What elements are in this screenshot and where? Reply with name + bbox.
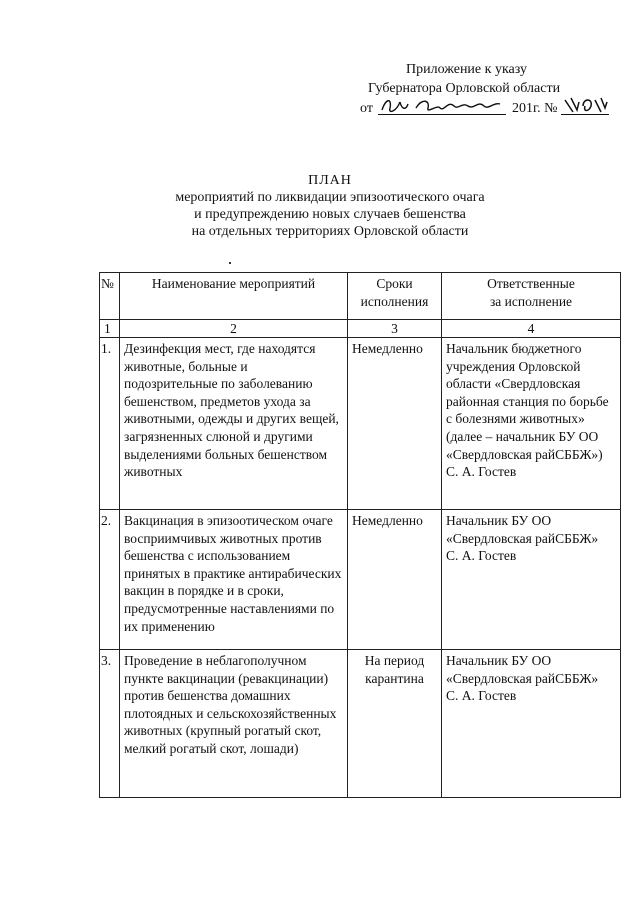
row-num: 1. [100, 338, 120, 510]
number-prefix: г. № [532, 101, 558, 116]
responsible-person: С. А. Гостев [446, 548, 517, 564]
table-row [100, 650, 621, 798]
row-term: Немедленно [348, 338, 442, 510]
header-num: № [100, 273, 120, 320]
row-responsible [442, 338, 621, 510]
table-row [100, 510, 621, 650]
title-heading: ПЛАН [308, 173, 352, 188]
row-term: На период карантина [348, 650, 442, 798]
header-responsible [442, 273, 621, 320]
title-line-3: на отдельных территориях Орловской области [191, 224, 469, 239]
row-responsible [442, 650, 621, 798]
handwritten-date-signature [378, 98, 506, 115]
header-name: Наименование мероприятий [120, 273, 348, 320]
column-number: 3 [348, 320, 442, 338]
table-header-row [100, 273, 621, 320]
header-resp-line-2: за исполнение [489, 293, 573, 309]
row-num: 2. [100, 510, 120, 650]
appendix-line-2: Губернатора Орловской области [368, 81, 561, 96]
appendix-date-line [360, 98, 620, 118]
document-title [100, 172, 560, 240]
responsible-text: Начальник бюджетного учреждения Орловской области «Свердловская районная станция по борьбе с болезнями животных» (далее – начальник БУ ОО «Свердловская райСББЖ») [446, 341, 609, 462]
appendix-line-1: Приложение к указу [406, 62, 527, 77]
column-number-row [100, 320, 621, 338]
column-number: 2 [120, 320, 348, 338]
title-line-1: мероприятий по ликвидации эпизоотического очага [175, 190, 485, 205]
row-name: Вакцинация в эпизоотическом очаге восприимчивых животных против бешенства с использованием принятых в практике антирабических вакцин в порядке и в сроки, предусмотренные наставлениями по их применению [120, 510, 348, 650]
appendix-block [360, 60, 620, 118]
row-name: Дезинфекция мест, где находятся животные, больные и подозрительные по заболеванию бешенством, предметов ухода за животными, одежды и других вещей, загрязненных слюной и другими выделениями больных бешенством животных [120, 338, 348, 510]
title-line-2: и предупреждению новых случаев бешенства [194, 207, 466, 222]
row-responsible [442, 510, 621, 650]
table-row [100, 338, 621, 510]
column-number: 4 [442, 320, 621, 338]
row-name: Проведение в неблагополучном пункте вакцинации (ревакцинации) против бешенства домашних плотоядных и сельскохозяйственных животных (крупный рогатый скот, мелкий рогатый скот, лошади) [120, 650, 348, 798]
responsible-person: С. А. Гостев [446, 688, 517, 704]
responsible-text: Начальник БУ ОО «Свердловская райСББЖ» [446, 653, 599, 686]
row-num: 3. [100, 650, 120, 798]
year-text: 201 [511, 101, 533, 116]
column-number: 1 [100, 320, 120, 338]
responsible-person: С. А. Гостев [446, 464, 517, 480]
date-prefix: от [360, 101, 373, 116]
header-resp-line-1: Ответственные [487, 276, 575, 291]
handwritten-number-signature [561, 98, 609, 115]
header-term: Сроки исполнения [348, 273, 442, 320]
stray-dot [229, 262, 231, 264]
row-term: Немедленно [348, 510, 442, 650]
plan-table [99, 272, 621, 798]
responsible-text: Начальник БУ ОО «Свердловская райСББЖ» [446, 513, 599, 546]
